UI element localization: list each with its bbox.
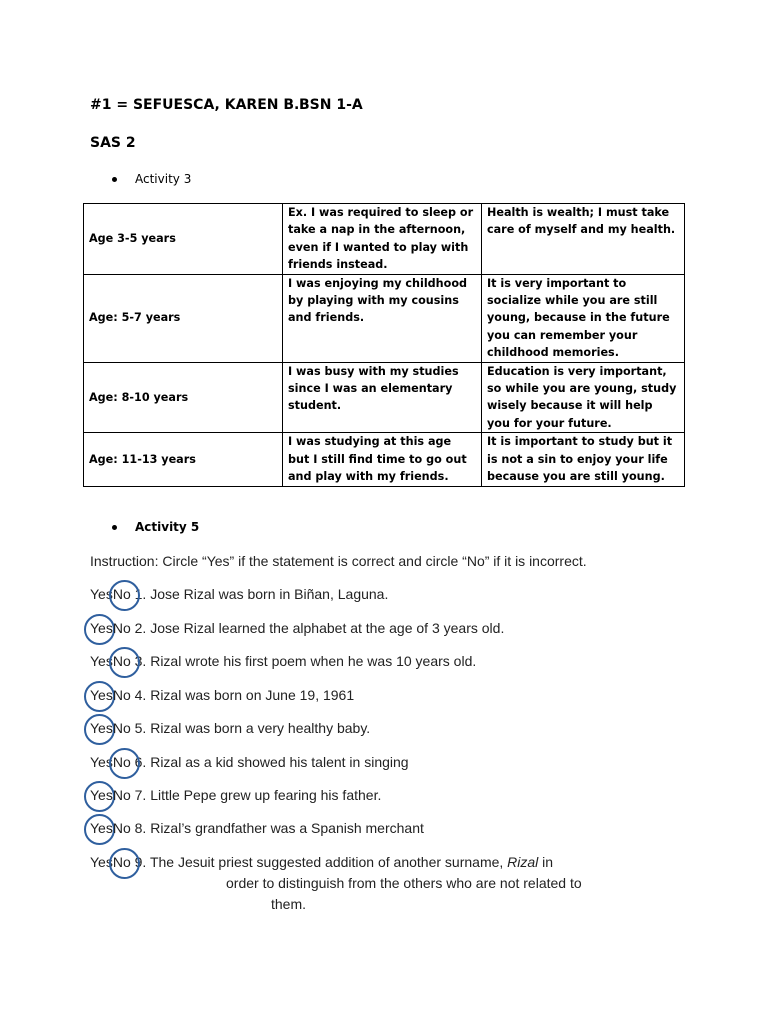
no-option[interactable]: No [113,854,131,870]
no-option[interactable]: No [112,820,131,836]
question-item [90,720,370,736]
question-statement: 3. Rizal wrote his first poem when he was 10 years old. [134,653,477,669]
no-option[interactable]: No [113,653,131,669]
statement-prefix: 9. The Jesuit priest suggested addition of another surname, [134,854,508,870]
statement-suffix: in [538,854,554,870]
activity-5-label: Activity 5 [135,520,200,534]
answer-circle [84,714,115,745]
question-statement: 4. Rizal was born on June 19, 1961 [134,687,355,703]
question-statement: 2. Jose Rizal learned the alphabet at the age of 3 years old. [134,620,505,636]
question-item [90,787,381,803]
no-option[interactable]: No [113,754,131,770]
item-9-continuation-end: them. [271,896,307,912]
instruction-text: Instruction: Circle “Yes” if the statement is correct and circle “No” if it is incorrect. [90,553,587,569]
question-item [90,687,354,703]
experience-cell: I was enjoying my childhood by playing with my cousins and friends. [283,274,482,362]
item-9-continuation: order to distinguish from the others who are not related to [226,875,582,891]
yes-option[interactable]: Yes [90,720,113,736]
bullet-icon [112,525,117,530]
answer-circle [84,614,115,645]
table-row [84,204,685,275]
question-statement: 6. Rizal as a kid showed his talent in singing [134,754,409,770]
activity-3-label: Activity 3 [135,172,192,186]
activity-3-table [83,203,685,487]
lesson-cell: It is important to study but it is not a sin to enjoy your life because you are still young. [482,433,685,486]
sas-title: SAS 2 [90,135,136,151]
experience-cell: Ex. I was required to sleep or take a nap in the afternoon, even if I wanted to play with friends instead. [283,204,482,275]
no-option[interactable]: No [112,620,131,636]
answer-circle [84,781,115,812]
answer-circle [84,814,115,845]
question-statement: 1. Jose Rizal was born in Biñan, Laguna. [134,586,389,602]
yes-option[interactable]: Yes [90,854,113,870]
activity-3-heading [112,172,191,186]
experience-cell: I was studying at this age but I still find time to go out and play with my friends. [283,433,482,486]
answer-circle [84,681,115,712]
no-option[interactable]: No [112,687,131,703]
question-item [90,653,476,669]
yes-option[interactable]: Yes [90,687,113,703]
lesson-cell: Education is very important, so while you are young, study wisely because it will help you for your future. [482,362,685,433]
question-statement: 8. Rizal’s grandfather was a Spanish merchant [134,820,424,836]
table-row [84,274,685,362]
experience-cell: I was busy with my studies since I was an elementary student. [283,362,482,433]
no-option[interactable]: No [112,720,131,736]
no-option[interactable]: No [112,787,131,803]
bullet-icon [112,177,117,182]
yes-option[interactable]: Yes [90,820,113,836]
yes-option[interactable]: Yes [90,787,113,803]
student-name: #1 = SEFUESCA, KAREN B. [90,97,300,113]
question-item [90,754,409,770]
yes-option[interactable]: Yes [90,586,113,602]
age-cell: Age: 11-13 years [84,433,283,486]
lesson-cell: Health is wealth; I must take care of myself and my health. [482,204,685,275]
question-item [90,620,504,636]
table-row [84,433,685,486]
yes-option[interactable]: Yes [90,620,113,636]
question-statement [135,854,553,870]
question-statement: 7. Little Pepe grew up fearing his father. [134,787,382,803]
activity-5-heading [112,520,199,534]
question-item [90,854,553,870]
lesson-cell: It is very important to socialize while you are still young, because in the future you can remember your childhood memories. [482,274,685,362]
statement-italic: Rizal [507,854,539,870]
course-section: BSN 1-A [299,97,363,113]
question-item [90,586,388,602]
age-cell: Age: 5-7 years [84,274,283,362]
question-item [90,820,424,836]
yes-option[interactable]: Yes [90,754,113,770]
question-statement: 5. Rizal was born a very healthy baby. [134,720,371,736]
no-option[interactable]: No [113,586,131,602]
age-cell: Age 3-5 years [84,204,283,275]
table-row [84,362,685,433]
yes-option[interactable]: Yes [90,653,113,669]
age-cell: Age: 8-10 years [84,362,283,433]
